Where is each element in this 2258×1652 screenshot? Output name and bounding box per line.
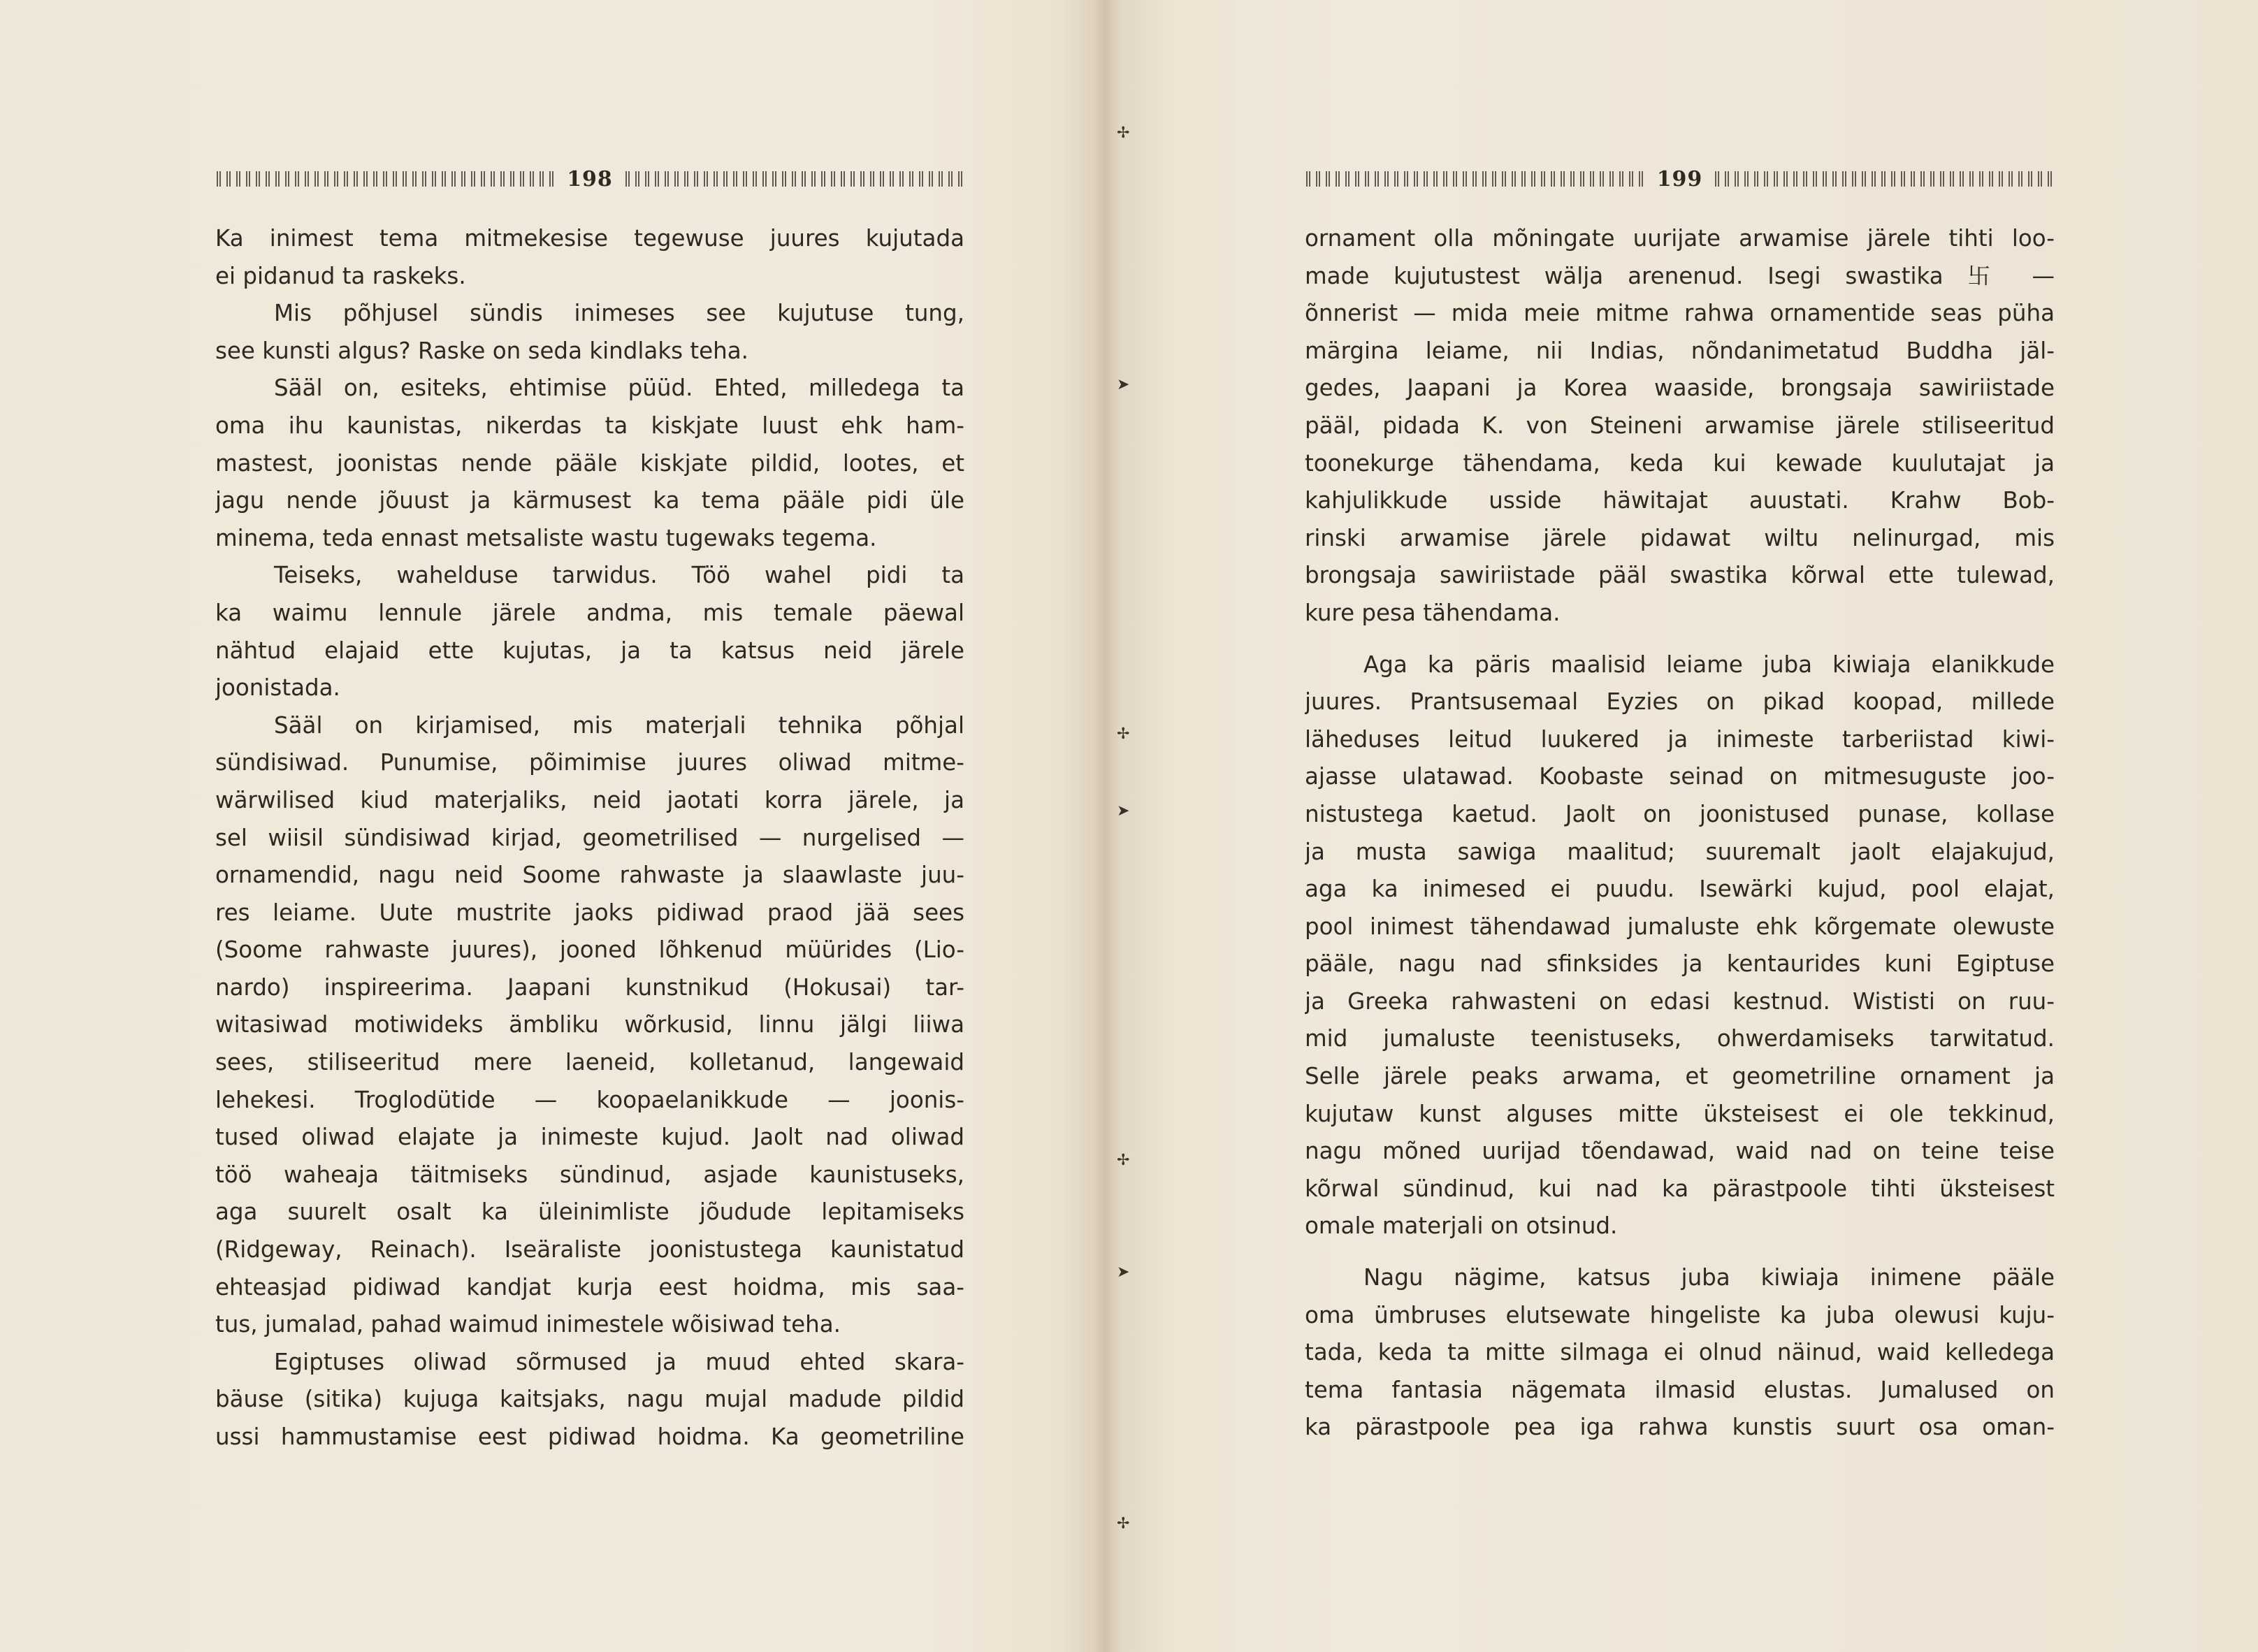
text-line: tema fantasia nägemata ilmasid elustas. Jumalused on [1305,1376,2055,1403]
text-line: pool inimest tähendawad jumaluste ehk kõrgemate olewuste [1305,913,2055,940]
text-line: ja Greeka rahwasteni on edasi kestnud. Wististi on ruu- [1305,987,2055,1015]
text-line: Nagu nägime, katsus juba kiwiaja inimene pääle [1363,1264,2055,1291]
page-number: 198 [567,166,613,191]
text-line: lehekesi. Troglodütide — koopaelanikkude — joonis- [215,1086,964,1113]
text-line: minema, teda ennast metsaliste wastu tugewaks tegema. [215,524,877,551]
text-line: ussi hammustamise eest pidiwad hoidma. Ka geometriline [215,1423,964,1450]
text-line: sees, stiliseeritud mere laeneid, kolletanud, langewaid [215,1049,964,1076]
text-line: Ka inimest tema mitmekesise tegewuse juures kujutada [215,225,964,252]
text-line: ei pidanud ta raskeks. [215,262,466,289]
left-page-header [215,158,964,200]
text-line: Egiptuses oliwad sõrmused ja muud ehted skara- [274,1348,964,1375]
paragraph-gap [1305,632,2055,646]
text-line: ehteasjad pidiwad kandjat kurja eest hoidma, mis saa- [215,1273,964,1300]
text-line: oma ihu kaunistas, nikerdas ta kiskjate luust ehk ham- [215,412,964,439]
text-line: kahjulikkude usside häwitajat auustati. Krahw Bob- [1305,487,2055,514]
text-line: nistustega kaetud. Jaolt on joonistused punase, kollase [1305,800,2055,827]
left-page [0,0,1104,1652]
text-line: õnnerist — mida meie mitme rahwa ornamentide seas püha [1305,300,2055,327]
text-line: toonekurge tähendama, keda kui kewade kuulutajat ja [1305,449,2055,477]
text-line: ornamendid, nagu neid Soome rahwaste ja slaawlaste juu- [215,862,964,889]
text-line: tada, keda ta mitte silmaga ei olnud näinud, waid kelledega [1305,1339,2055,1366]
binding-stitch-icon: ✢ [1117,1152,1130,1169]
text-line: sel wiisil sündisiwad kirjad, geometrilised — nurgelised — [215,824,964,851]
text-line: töö waheaja täitmiseks sündinud, asjade kaunistuseks, [215,1161,964,1188]
text-line: gedes, Jaapani ja Korea waaside, brongsaja sawiriistade [1305,375,2055,402]
text-line: ja musta sawiga maalitud; suuremalt jaolt elajakujud, [1305,838,2055,865]
binding-stitch-icon: ✢ [1117,1515,1130,1533]
text-line: bäuse (sitika) kujuga kaitsjaks, nagu mujal madude pildid [215,1386,964,1413]
text-line: made kujutustest wälja arenenud. Isegi swastika 卐 — [1305,262,2055,289]
page-number: 199 [1656,166,1703,191]
text-line: mid jumaluste teenistuseks, ohwerdamiseks tarwitatud. [1305,1025,2055,1052]
right-page [1132,0,2258,1652]
binding-stitch-icon: ✢ [1117,725,1130,743]
text-line: pääl, pidada K. von Steineni arwamise järele stiliseeritud [1305,412,2055,439]
text-line: kure pesa tähendama. [1305,599,1561,626]
text-line: nagu mõned uurijad tõendawad, waid nad on teine teise [1305,1138,2055,1165]
text-line: Aga ka päris maalisid leiame juba kiwiaja elanikkude [1363,651,2055,678]
header-ornament-left [1305,171,1646,187]
left-page-body [215,220,964,1456]
text-line: Selle järele peaks arwama, et geometriline ornament ja [1305,1063,2055,1090]
header-ornament-right [1714,171,2055,187]
text-line: ornament olla mõningate uurijate arwamise järele tihti loo- [1305,225,2055,252]
text-line: oma ümbruses elutsewate hingeliste ka juba olewusi kuju- [1305,1301,2055,1328]
text-line: ka pärastpoole pea iga rahwa kunstis suurt osa oman- [1305,1414,2055,1441]
binding-stitch-icon: ✢ [1117,124,1130,142]
text-line: omale materjali on otsinud. [1305,1212,1618,1240]
text-line: rinski arwamise järele pidawat wiltu nelinurgad, mis [1305,524,2055,551]
binding-stitch-icon: ➤ [1117,1263,1130,1281]
text-line: aga suurelt osalt ka üleinimliste jõudude lepitamiseks [215,1198,964,1226]
binding-stitch-icon: ➤ [1117,376,1130,393]
text-line: aga ka inimesed ei puudu. Isewärki kujud, pool elajat, [1305,876,2055,903]
text-line: kõrwal sündinud, kui nad ka pärastpoole tihti üksteisest [1305,1175,2055,1202]
text-line: jagu nende jõuust ja kärmusest ka tema pääle pidi üle [215,487,964,514]
right-page-body [1305,220,2055,1447]
text-line: tus, jumalad, pahad waimud inimestele wõisiwad teha. [215,1311,841,1338]
header-ornament-left [215,171,556,187]
text-line: brongsaja sawiriistade pääl swastika kõrwal ette tulewad, [1305,562,2055,589]
text-line: witasiwad motiwideks ämbliku wõrkusid, linnu jälgi liiwa [215,1011,964,1038]
text-line: Sääl on, esiteks, ehtimise püüd. Ehted, milledega ta [274,375,964,402]
text-line: Sääl on kirjamised, mis materjali tehnika põhjal [274,711,964,739]
text-line: juures. Prantsusemaal Eyzies on pikad koopad, millede [1305,688,2055,716]
paragraph-gap [1305,1245,2055,1259]
text-line: sündisiwad. Punumise, põimimise juures oliwad mitme- [215,749,964,776]
header-ornament-right [624,171,964,187]
text-line: wärwilised kiud materjaliks, neid jaotati korra järele, ja [215,786,964,813]
text-line: nardo) inspireerima. Jaapani kunstnikud (Hokusai) tar- [215,973,964,1001]
text-line: res leiame. Uute mustrite jaoks pidiwad praod jää sees [215,899,964,926]
text-line: tused oliwad elajate ja inimeste kujud. Jaolt nad oliwad [215,1124,964,1151]
text-line: kujutaw kunst alguses mitte üksteisest ei ole tekkinud, [1305,1100,2055,1127]
binding-stitch-icon: ➤ [1117,802,1130,820]
text-line: nähtud elajaid ette kujutas, ja ta katsus neid järele [215,637,964,664]
text-line: ajasse ulatawad. Koobaste seinad on mitmesuguste joo- [1305,763,2055,790]
text-line: (Soome rahwaste juures), jooned lõhkenud müürides (Lio- [215,936,964,964]
text-line: mastest, joonistas nende pääle kiskjate pildid, lootes, et [215,449,964,477]
text-line: joonistada. [215,674,340,702]
text-line: Teiseks, wahelduse tarwidus. Töö wahel pidi ta [274,562,964,589]
text-line: läheduses leitud luukered ja inimeste tarberiistad kiwi- [1305,725,2055,753]
text-line: (Ridgeway, Reinach). Iseäraliste joonistustega kaunistatud [215,1236,964,1263]
text-line: märgina leiame, nii Indias, nõndanimetatud Buddha jäl- [1305,337,2055,364]
text-line: Mis põhjusel sündis inimeses see kujutuse tung, [274,300,964,327]
text-line: see kunsti algus? Raske on seda kindlaks teha. [215,337,749,364]
right-page-header [1305,158,2055,200]
text-line: pääle, nagu nad sfinksides ja kentaurides kuni Egiptuse [1305,950,2055,978]
text-line: ka waimu lennule järele andma, mis temale päewal [215,599,964,626]
